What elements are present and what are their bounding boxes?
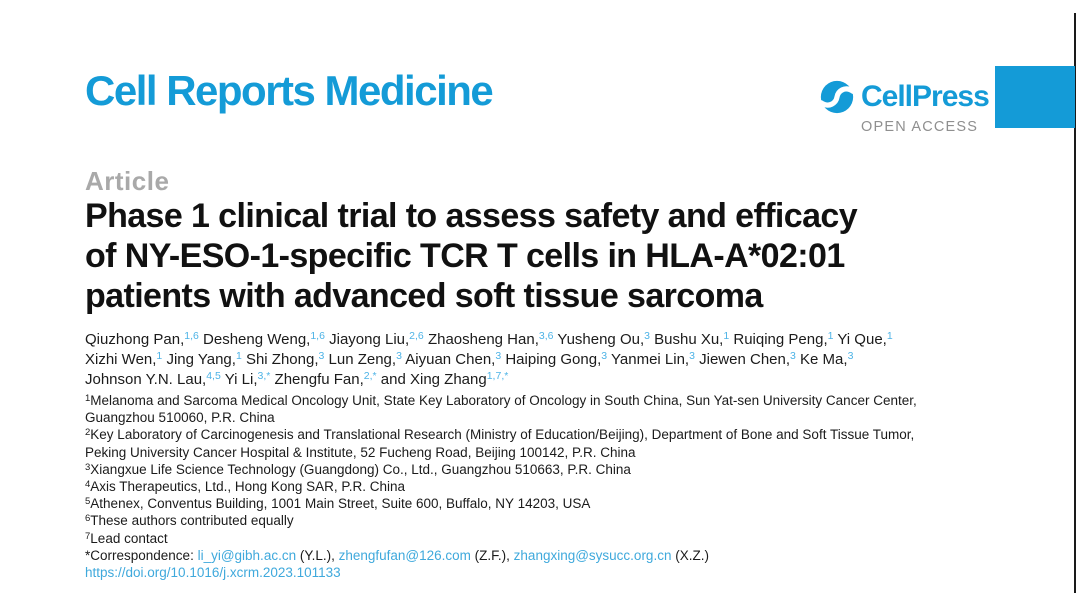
affiliation-number: 5 <box>85 496 91 508</box>
author-name: Bushu Xu, <box>654 331 724 348</box>
author-name: Jiayong Liu, <box>329 331 410 348</box>
author-name: and Xing Zhang <box>380 371 487 388</box>
open-access-label: OPEN ACCESS <box>861 119 979 135</box>
author-line <box>85 350 1015 370</box>
affiliation-item: $^3$Xiangxue Life Science Technology (Guangdong) Co., Ltd., Guangzhou 510663, P.R. China <box>85 461 631 477</box>
author-name: Ruiqing Peng, <box>733 331 828 348</box>
affiliation-number: 2 <box>85 427 91 439</box>
affiliation-number: 3 <box>85 461 91 473</box>
author-line <box>85 370 1015 390</box>
author-affiliation-superscript: 1 <box>886 330 893 342</box>
author-affiliation-superscript: 2,6 <box>409 330 424 342</box>
author-affiliation-superscript: 1 <box>827 330 834 342</box>
affiliation-item: $^1$Melanoma and Sarcoma Medical Oncology Unit, State Key Laboratory of Oncology in South China, Sun Yat-sen University Cancer Center, Guangzhou 510060, P.R. China <box>85 393 917 426</box>
affiliation-number: 7 <box>85 530 91 542</box>
correspondence-text: (Y.L.), <box>296 547 339 563</box>
author-affiliation-superscript: 1 <box>723 330 730 342</box>
affiliation-number: 6 <box>85 513 91 525</box>
author-name: Qiuzhong Pan, <box>85 331 185 348</box>
author-name: Haiping Gong, <box>505 351 602 368</box>
correspondence-line <box>85 547 1020 564</box>
author-affiliation-superscript: 1,6 <box>310 330 325 342</box>
correspondence-email-link[interactable]: zhengfufan@126.com <box>338 547 471 563</box>
affiliation-item: $^5$Athenex, Conventus Building, 1001 Main Street, Suite 600, Buffalo, NY 14203, USA <box>85 496 591 512</box>
author-affiliation-superscript: 1,6 <box>184 330 199 342</box>
author-name: Jiewen Chen, <box>699 351 791 368</box>
author-affiliation-superscript: 1 <box>156 350 163 362</box>
publisher-logo <box>818 78 989 135</box>
cellpress-swirl-icon <box>818 78 856 116</box>
author-name: Shi Zhong, <box>245 351 319 368</box>
correspondence-text: (X.Z.) <box>671 547 709 563</box>
author-name: Yi Que, <box>837 331 887 348</box>
correspondence-text: (Z.F.), <box>470 547 514 563</box>
author-affiliation-superscript: 3 <box>396 350 402 362</box>
author-affiliation-superscript: 4,5 <box>206 370 221 382</box>
correspondence-email-link[interactable]: zhangxing@sysucc.org.cn <box>513 547 672 563</box>
affiliation-number: 1 <box>85 393 91 404</box>
paper-title-line-3: patients with advanced soft tissue sarcoma <box>85 277 763 315</box>
author-affiliation-superscript: 3 <box>790 350 796 362</box>
author-name: Desheng Weng, <box>203 331 311 348</box>
author-line <box>85 330 1015 350</box>
affiliation-item: $^6$These authors contributed equally <box>85 513 294 529</box>
author-affiliation-superscript: 3 <box>644 330 650 342</box>
doi-link[interactable]: https://doi.org/10.1016/j.xcrm.2023.101133 <box>85 565 341 581</box>
author-name: Aiyuan Chen, <box>405 351 496 368</box>
author-name: Ke Ma, <box>800 351 848 368</box>
author-affiliation-superscript: 2,* <box>363 370 377 382</box>
paper-title-line-1: Phase 1 clinical trial to assess safety and efficacy <box>85 197 858 235</box>
author-name: Xizhi Wen, <box>85 351 157 368</box>
affiliation-item: $^7$Lead contact <box>85 530 168 546</box>
author-name: Zhengfu Fan, <box>274 371 364 388</box>
affiliation-list <box>85 392 1020 547</box>
author-affiliation-superscript: 3 <box>601 350 608 362</box>
paper-title-line-2: of NY-ESO-1-specific TCR T cells in HLA-A*02:01 <box>85 237 845 275</box>
author-affiliation-superscript: 3,6 <box>538 330 554 342</box>
affiliation-item: $^4$Axis Therapeutics, Ltd., Hong Kong SAR, P.R. China <box>85 479 405 495</box>
author-affiliation-superscript: 3,* <box>257 370 271 382</box>
journal-title: Cell Reports Medicine <box>85 67 493 114</box>
author-name: Yanmei Lin, <box>611 351 690 368</box>
footnotes-block <box>85 392 1020 581</box>
author-affiliation-superscript: 3 <box>495 350 502 362</box>
paper-title <box>85 196 985 316</box>
author-name: Zhaosheng Han, <box>427 331 539 348</box>
author-list <box>85 330 1015 390</box>
author-affiliation-superscript: 1,7,* <box>486 370 509 382</box>
author-affiliation-superscript: 3 <box>689 350 695 362</box>
author-name: Yi Li, <box>224 371 258 388</box>
author-name: Lun Zeng, <box>328 351 397 368</box>
correspondence-email-link[interactable]: li_yi@gibh.ac.cn <box>197 547 297 563</box>
affiliation-number: 4 <box>85 479 91 491</box>
correspondence-text: *Correspondence: <box>85 547 198 563</box>
publisher-name: CellPress <box>861 80 989 113</box>
author-affiliation-superscript: 1 <box>235 350 242 362</box>
author-affiliation-superscript: 3 <box>318 350 325 362</box>
author-affiliation-superscript: 3 <box>847 350 854 362</box>
article-type-label: Article <box>85 166 170 196</box>
affiliation-item: $^2$Key Laboratory of Carcinogenesis and Translational Research (Ministry of Education/Beijing), Department of Bone and Soft Tissue Tumor, Peking University Cancer Hospital & Institute, 52 Fucheng Road, Beijing 100142, P.R. China <box>85 427 915 460</box>
author-name: Jing Yang, <box>166 351 236 368</box>
author-name: Yusheng Ou, <box>557 331 645 348</box>
journal-blue-corner-tab <box>995 66 1075 128</box>
author-name: Johnson Y.N. Lau, <box>85 371 207 388</box>
